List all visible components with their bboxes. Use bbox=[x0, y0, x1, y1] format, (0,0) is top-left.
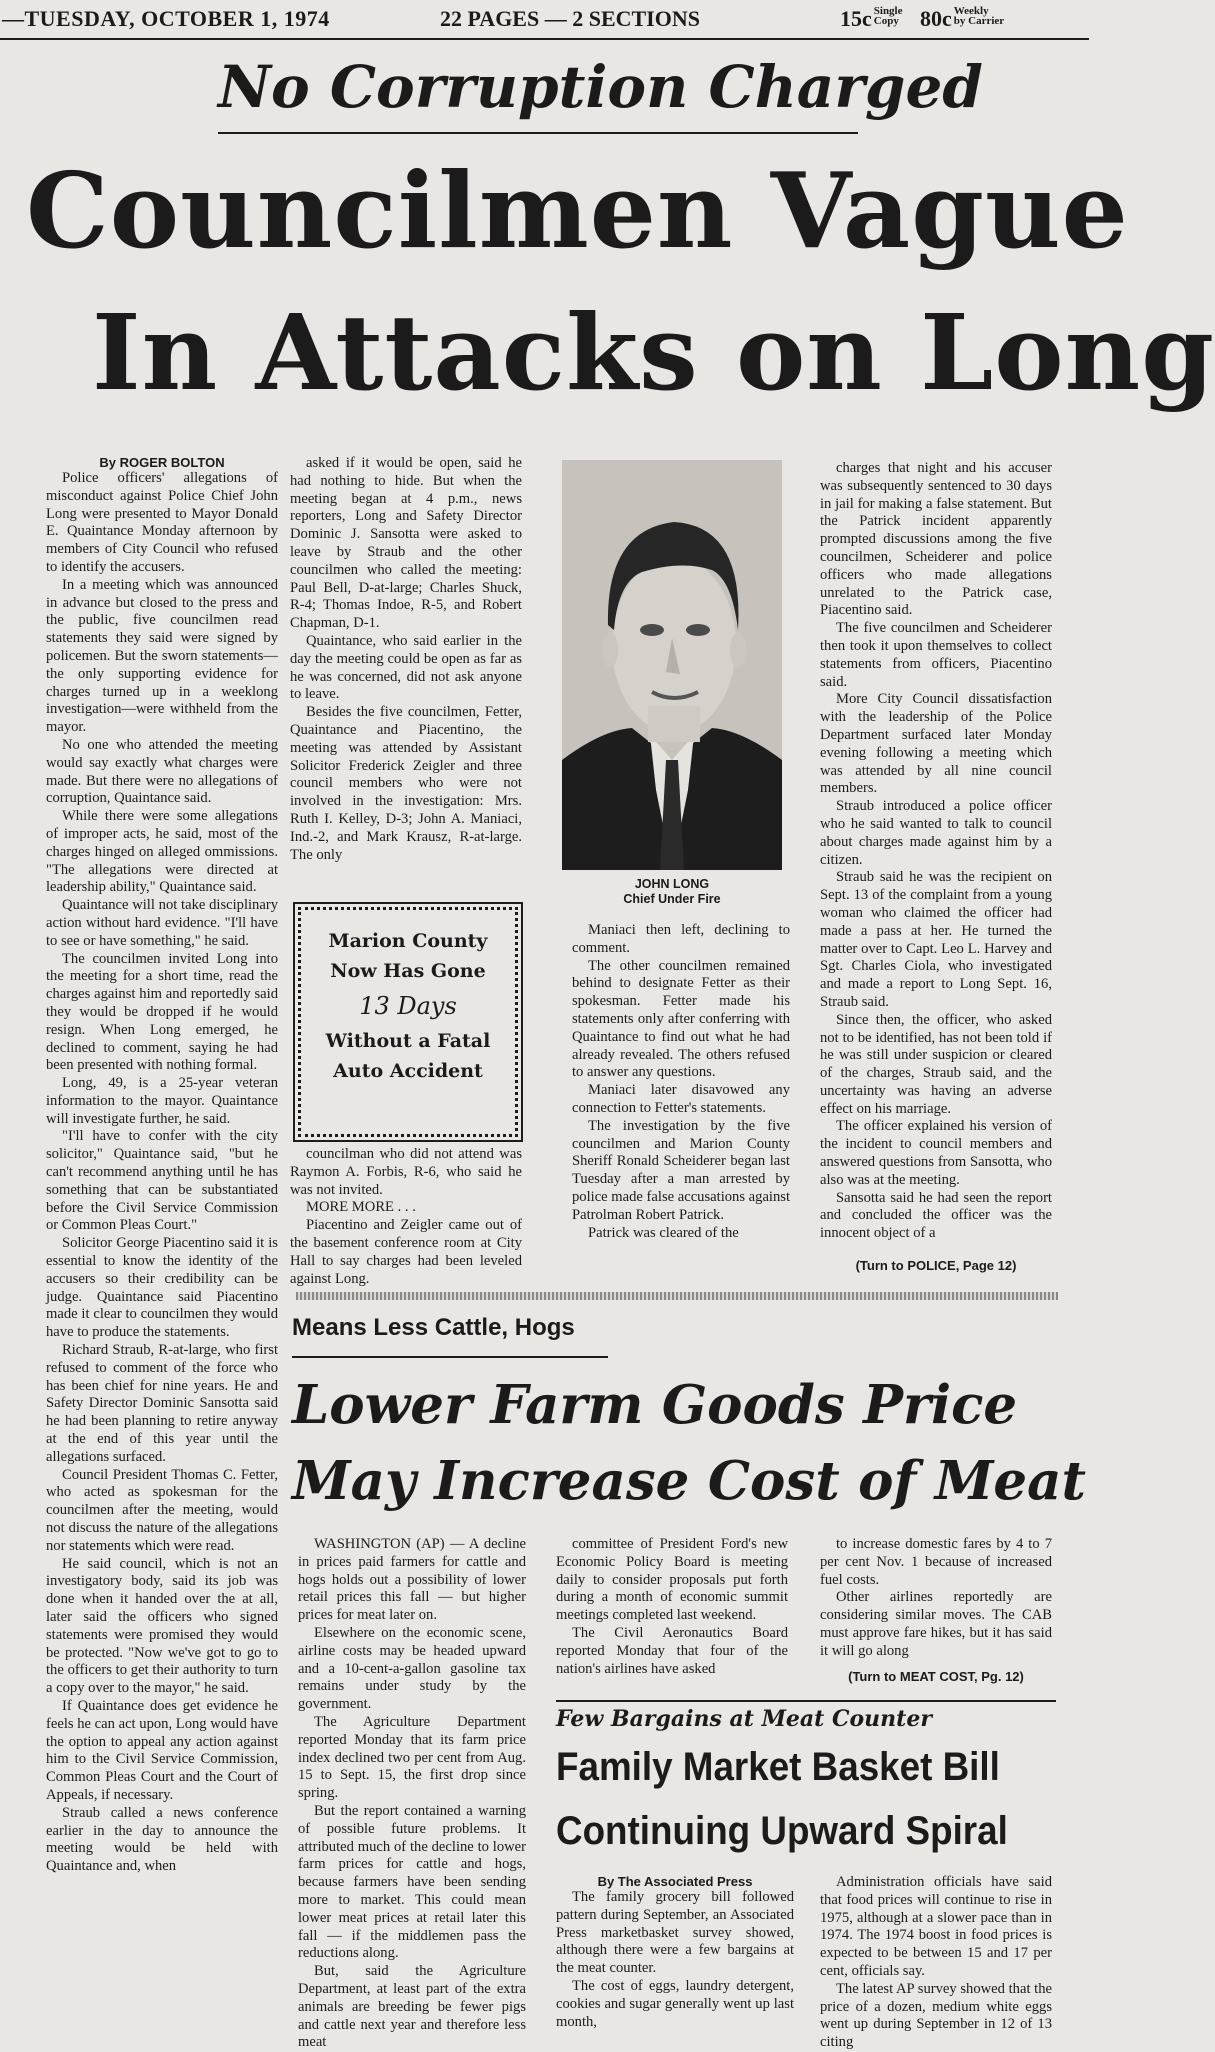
basket-headline-2: Continuing Upward Spiral bbox=[556, 1809, 1008, 1853]
paragraph: Maniaci then left, declining to comment. bbox=[572, 922, 790, 956]
photo-caption bbox=[562, 877, 782, 907]
paragraph: charges that night and his accuser was subsequently sentenced to 30 days in jail for making a false statement. But the Patrick incident apparently prompted discussions among the five councilmen, Scheiderer and police officers who made allegations unrelated to the Patrick case, Piacentino said. bbox=[820, 460, 1052, 619]
paragraph: Besides the five councilmen, Fetter, Quaintance and Piacentino, the meeting was attended by Assistant Solicitor Frederick Zeigler and three council members who were not involved in the investigation: Mrs. Ruth I. Kelley, D-3; John A. Maniaci, Ind.-2, and Mark Krausz, R-at-large. The only bbox=[290, 704, 522, 863]
paragraph: The investigation by the five councilmen and Marion County Sheriff Ronald Scheiderer began last Tuesday after a man arrested by police made false accusations against Patrolman Robert Patrick. bbox=[572, 1117, 791, 1223]
paragraph: The officer explained his version of the incident to council members and answered questions from Sansotta, who also was at the meeting. bbox=[820, 1118, 1052, 1188]
paragraph: The Agriculture Department reported Monday that its farm price index declined two per cent from Aug. 15 to Sept. 15, the first drop since spring. bbox=[298, 1713, 526, 1802]
paragraph: The Civil Aeronautics Board reported Monday that four of the nation's airlines have asked bbox=[556, 1624, 788, 1677]
paragraph: If Quaintance does get evidence he feels he can act upon, Long would have the option to appeal any action against him to the Civil Service Commission, Common Pleas Court and the Court of Appeals, if necessary. bbox=[46, 1697, 278, 1803]
paragraph: The latest AP survey showed that the price of a dozen, medium white eggs went up during September in 12 of 13 citing bbox=[820, 1980, 1052, 2051]
meat-headline-1: Lower Farm Goods Price bbox=[292, 1374, 1018, 1436]
paragraph: More City Council dissatisfaction with the leadership of the Police Department surfaced later Monday evening following a meeting which was attended by all nine council members. bbox=[820, 691, 1052, 797]
meat-kicker-rule bbox=[292, 1356, 608, 1358]
lead-headline-1: Councilmen Vague bbox=[26, 149, 1129, 272]
basket-col1-text bbox=[556, 1889, 794, 2031]
meat-jump-line: (Turn to MEAT COST, Pg. 12) bbox=[848, 1668, 1024, 1684]
lead-col3-text bbox=[572, 922, 790, 1242]
meat-column-2 bbox=[556, 1536, 788, 1678]
paragraph: The cost of eggs, laundry detergent, cookies and sugar generally went up last month, bbox=[556, 1977, 794, 2030]
box-line-2: Now Has Gone bbox=[330, 960, 486, 982]
lead-jump-line: (Turn to POLICE, Page 12) bbox=[855, 1258, 1017, 1273]
lead-column-4 bbox=[820, 460, 1052, 1243]
paragraph: The councilmen invited Long into the meeting for a short time, read the charges against him and reportedly said they would be dropped if he would resign. When Long emerged, he declined to comment, saying he had been presented with nothing formal. bbox=[46, 950, 278, 1074]
weekly-label: Weekly by Carrier bbox=[953, 5, 1005, 27]
paragraph: Sansotta said he had seen the report and concluded the officer was the innocent object of a bbox=[820, 1189, 1052, 1242]
portrait-image bbox=[562, 460, 782, 870]
lead-column-3 bbox=[572, 922, 790, 1242]
paragraph: Police officers' allegations of misconduct against Police Chief John Long were presented to Mayor Donald E. Quaintance Monday afternoon by members of City Council who refused to identify the accusers. bbox=[46, 470, 278, 575]
box-days: 13 Days bbox=[359, 992, 457, 1020]
paragraph: Quaintance, who said earlier in the day the meeting could be open as far as he was concerned, did not ask anyone to leave. bbox=[290, 632, 522, 703]
basket-headline-1: Family Market Basket Bill bbox=[556, 1745, 1000, 1789]
meat-headline-2: May Increase Cost of Meat bbox=[292, 1450, 1086, 1512]
single-label: Single Copy bbox=[873, 5, 903, 27]
lead-byline: By ROGER BOLTON bbox=[99, 455, 225, 470]
basket-col2-text bbox=[820, 1874, 1052, 2052]
paragraph: In a meeting which was announced in advance but closed to the press and the public, five councilmen read statements they said were signed by policemen. But the sworn statements—the only supporting evidence for charges turned up in a weeklong investigation—were withheld from the mayor. bbox=[46, 576, 278, 736]
paragraph: Straub introduced a police officer who he said wanted to talk to council about charges made against him by a citizen. bbox=[820, 798, 1052, 868]
paragraph: asked if it would be open, said he had nothing to hide. But when the meeting began at 4 p.m., news reporters, Long and Safety Director Dominic J. Sansotta were asked to leave by Straub and the other councilmen who called the meeting: Paul Bell, D-at-large; Charles Shuck, R-4; Thomas Indoe, R-5, and Robert Chapman, D-1. bbox=[290, 455, 522, 632]
paragraph: Straub called a news conference earlier in the day to announce the meeting would be held with Quaintance and, when bbox=[46, 1804, 278, 1875]
price-box bbox=[840, 6, 1004, 32]
caption-name: JOHN LONG bbox=[634, 877, 710, 891]
meat-column-1 bbox=[298, 1536, 526, 2052]
paragraph: Quaintance will not take disciplinary action without hard evidence. "I'll have to see or have something," he said. bbox=[46, 897, 278, 949]
lead-col1-text bbox=[46, 470, 278, 1876]
lead-headline-2: In Attacks on Long bbox=[92, 291, 1215, 414]
page-count: 22 PAGES — 2 SECTIONS bbox=[440, 6, 700, 31]
lead-kicker: No Corruption Charged bbox=[218, 53, 983, 121]
section-separator bbox=[296, 1292, 1058, 1300]
lead-column-1 bbox=[46, 455, 278, 1876]
meat-col3-text bbox=[820, 1536, 1052, 1661]
single-price: 15c bbox=[840, 6, 872, 31]
paragraph: MORE MORE . . . bbox=[306, 1199, 416, 1216]
masthead-rule bbox=[0, 38, 1089, 40]
caption-subtitle: Chief Under Fire bbox=[623, 892, 721, 906]
paragraph: The five councilmen and Scheiderer then took it upon themselves to collect statements from officers, Piacentino said. bbox=[820, 620, 1052, 690]
john-long-photo bbox=[562, 460, 782, 870]
lead-col2-text bbox=[290, 455, 522, 864]
kicker-rule bbox=[218, 132, 858, 134]
paragraph: "I'll have to confer with the city solicitor," Quaintance said, "but he can't recommend anything until he has something that can be substantiated before the Civil Service Commission or Common Pleas Court." bbox=[46, 1128, 278, 1234]
paragraph: Long, 49, is a 25-year veteran information to the mayor. Quaintance will investigate further, he said. bbox=[46, 1075, 278, 1127]
lead-column-2-bottom bbox=[290, 1146, 522, 1288]
paragraph: WASHINGTON (AP) — A decline in prices paid farmers for cattle and hogs holds out a possibility of lower retail prices this fall — but higher prices for meat later on. bbox=[298, 1536, 526, 1624]
paragraph: Administration officials have said that food prices will continue to rise in 1975, although at a slower pace than in 1974. The 1974 boost in food prices is expected to be between 15 and 17 per cent, officials say. bbox=[820, 1874, 1052, 1979]
accident-box bbox=[298, 907, 518, 1137]
box-line-4: Without a Fatal bbox=[325, 1030, 491, 1052]
paragraph: Other airlines reportedly are considering similar moves. The CAB must approve fare hikes, but it has said it will go along bbox=[820, 1589, 1052, 1659]
paragraph: No one who attended the meeting would say exactly what charges were made. But there were no allegations of corruption, Quaintance said. bbox=[46, 736, 278, 807]
paragraph: The family grocery bill followed pattern during September, an Associated Press marketbasket survey showed, although there were a few bargains at the meat counter. bbox=[556, 1889, 794, 1977]
basket-top-rule bbox=[556, 1700, 1056, 1702]
box-line-5: Auto Accident bbox=[333, 1060, 483, 1082]
paragraph: While there were some allegations of improper acts, he said, most of the charges hinged on alleged ommissions. "The allegations were directed at leadership ability," Quaintance said. bbox=[46, 808, 278, 896]
meat-column-3 bbox=[820, 1536, 1052, 1684]
paragraph: councilman who did not attend was Raymon A. Forbis, R-6, who said he was not invited. bbox=[290, 1146, 522, 1198]
meat-kicker: Means Less Cattle, Hogs bbox=[292, 1314, 575, 1341]
meat-col1-text bbox=[298, 1536, 526, 2052]
edition-date: —TUESDAY, OCTOBER 1, 1974 bbox=[2, 6, 330, 31]
paragraph: Elsewhere on the economic scene, airline costs may be headed upward and a 10-cent-a-gallon gasoline tax remains under study by the government. bbox=[298, 1624, 526, 1713]
masthead bbox=[0, 0, 1089, 40]
paragraph: Straub said he was the recipient on Sept. 13 of the complaint from a young woman who claimed the officer had made a pass at her. He turned the matter over to Capt. Leo L. Harvey and Sgt. Charles Ciola, who investigated and made a report to Long Sept. 16, Straub said. bbox=[820, 869, 1052, 1010]
lead-column-2 bbox=[290, 455, 522, 864]
basket-byline: By The Associated Press bbox=[597, 1874, 753, 1889]
paragraph: Council President Thomas C. Fetter, who acted as spokesman for the councilmen after the meeting, would not discuss the nature of the allegations nor statements which were read. bbox=[46, 1466, 278, 1554]
paragraph: But the report contained a warning of possible future problems. It attributed much of the decline to lower farm prices for cattle and hogs, because farmers have been sending more to market. This could mean lower meat prices at retail later this fall — if the middlemen pass the reductions along. bbox=[298, 1802, 526, 1962]
paragraph: Solicitor George Piacentino said it is essential to know the identity of the accusers so their credibility can be judge. Quaintance said Piacentino made it clear to councilmen they would have to produce the statements. bbox=[46, 1235, 278, 1341]
paragraph: Richard Straub, R-at-large, who first refused to comment of the force who has been chief for nine years. He and Safety Director Dominic Sansotta said he had been planning to retire anyway at the end of this year until the allegations surfaced. bbox=[46, 1342, 278, 1465]
lead-col4-text bbox=[820, 460, 1052, 1243]
basket-column-1 bbox=[556, 1874, 794, 2031]
paragraph: Since then, the officer, who asked not to be identified, has not been told if he was still under suspicion or cleared of the charges, Straub said, and the uncertainty was having an adverse effect on his marriage. bbox=[820, 1011, 1052, 1117]
weekly-price: 80c bbox=[920, 6, 952, 31]
paragraph: The other councilmen remained behind to designate Fetter as their spokesman. Fetter made his statements only after conferring with Quaintance to find out what he had already revealed. The others refused to answer any questions. bbox=[572, 957, 790, 1081]
basket-column-2 bbox=[820, 1874, 1052, 2052]
basket-kicker: Few Bargains at Meat Counter bbox=[556, 1706, 932, 1732]
paragraph: Maniaci later disavowed any connection to Fetter's statements. bbox=[572, 1082, 790, 1116]
paragraph: Piacentino and Zeigler came out of the basement conference room at City Hall to say charges had been leveled against Long. bbox=[290, 1217, 522, 1287]
paragraph: to increase domestic fares by 4 to 7 per cent Nov. 1 because of increased fuel costs. bbox=[820, 1536, 1052, 1588]
lead-col2-bottom-text bbox=[290, 1146, 522, 1288]
meat-col2-text bbox=[556, 1536, 788, 1678]
paragraph: committee of President Ford's new Economic Policy Board is meeting daily to consider proposals put forth during a month of economic summit meetings completed last weekend. bbox=[556, 1536, 788, 1624]
paragraph: He said council, which is not an investigatory body, said its job was done when it handed over the at all, later said the officers who signed statements were promised they would be protected. "Now we've got to go to the officers to get their authority to turn a copy over to the mayor," he said. bbox=[46, 1555, 278, 1697]
paragraph: But, said the Agriculture Department, at least part of the extra animals are breeding be fewer pigs and cattle next year and therefore less meat bbox=[298, 1963, 526, 2051]
box-line-1: Marion County bbox=[328, 930, 488, 952]
paragraph: Patrick was cleared of the bbox=[588, 1224, 739, 1241]
